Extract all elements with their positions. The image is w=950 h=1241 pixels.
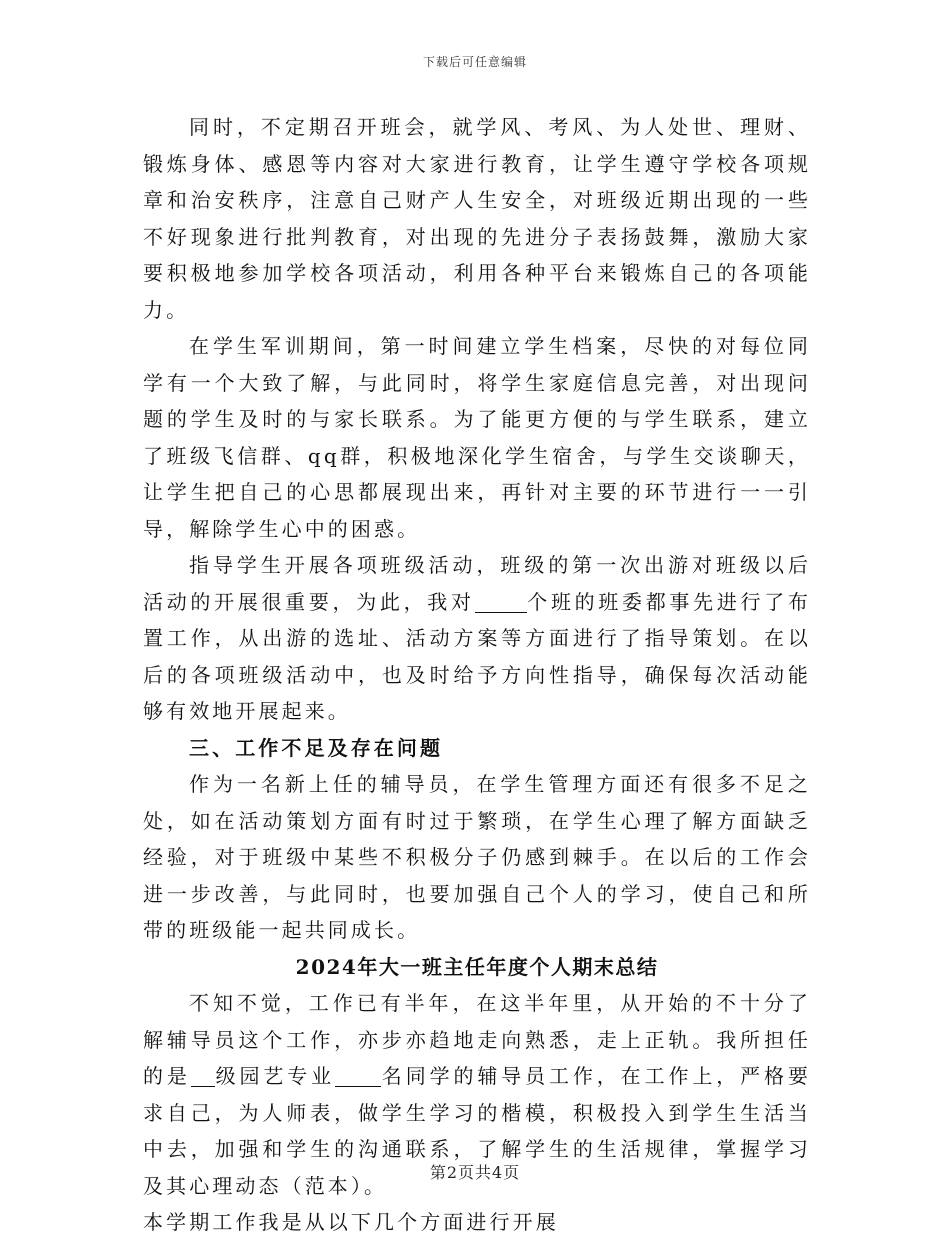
paragraph-class-activities-part2: 个班的班委都事先进行了布置工作，从出游的选址、活动方案等方面进行了指导策划。在以后的各项班级活动中，也及时给予方向性指导，确保每次活动能够有效地开展起来。	[143, 589, 811, 723]
paragraph-class-meetings: 同时，不定期召开班会，就学风、考风、为人处世、理财、锻炼身体、感恩等内容对大家进行教育，让学生遵守学校各项规章和治安秩序，注意自己财产人生安全，对班级近期出现的一些不好现象进行批判教育，对出现的先进分子表扬鼓舞，激励大家要积极地参加学校各项活动，利用各种平台来锻炼自己的各项能力。	[143, 115, 811, 322]
document-body	[143, 109, 811, 1241]
paragraph-intro-part3: 名同学的辅导员工作，在工作上，严格要求自己，为人师表，做学生学习的楷模，积极投入到学生生活当中去，加强和学生的沟通联系，了解学生的生活规律，掌握学习及其心理动态（范本）。	[143, 1064, 811, 1198]
paragraph-class-activities-part1: 指导学生开展各项班级活动，班级的第一次出游对班级以后活动的开展很重要，为此，我对	[143, 553, 811, 614]
paragraph-intro-part1: 不知不觉，工作已有半年，在这半年里，从开始的不十分了解辅导员这个工作，亦步亦趋地走向熟悉，走上正轨。我所担任的是	[143, 991, 811, 1088]
page-header-note: 下载后可任意编辑	[422, 55, 527, 69]
page-number: 第2页共4页	[429, 1163, 521, 1182]
paragraph-class-activities	[143, 547, 811, 730]
fill-in-blank	[191, 1066, 215, 1087]
fill-in-blank	[475, 592, 527, 613]
paragraph-work-aspects: 本学期工作我是从以下几个方面进行开展	[143, 1210, 559, 1234]
paragraph-shortcomings: 作为一名新上任的辅导员，在学生管理方面还有很多不足之处，如在活动策划方面有时过于繁琐，在学生心理了解方面缺乏经验，对于班级中某些不积极分子仍感到棘手。在以后的工作会进一步改善，与此同时，也要加强自己个人的学习，使自己和所带的班级能一起共同成长。	[143, 772, 811, 942]
paragraph-intro-part2: 级园艺专业	[214, 1064, 336, 1088]
document-title: 2024年大一班主任年度个人期末总结	[295, 954, 659, 979]
section-heading-shortcomings: 三、工作不足及存在问题	[189, 735, 444, 760]
paragraph-military-training: 在学生军训期间，第一时间建立学生档案，尽快的对每位同学有一个大致了解，与此同时，将学生家庭信息完善，对出现问题的学生及时的与家长联系。为了能更方便的与学生联系，建立了班级飞信群、qq群，积极地深化学生宿舍，与学生交谈聊天，让学生把自己的心思都展现出来，再针对主要的环节进行一一引导，解除学生心中的困惑。	[143, 334, 811, 541]
fill-in-blank	[335, 1066, 381, 1087]
